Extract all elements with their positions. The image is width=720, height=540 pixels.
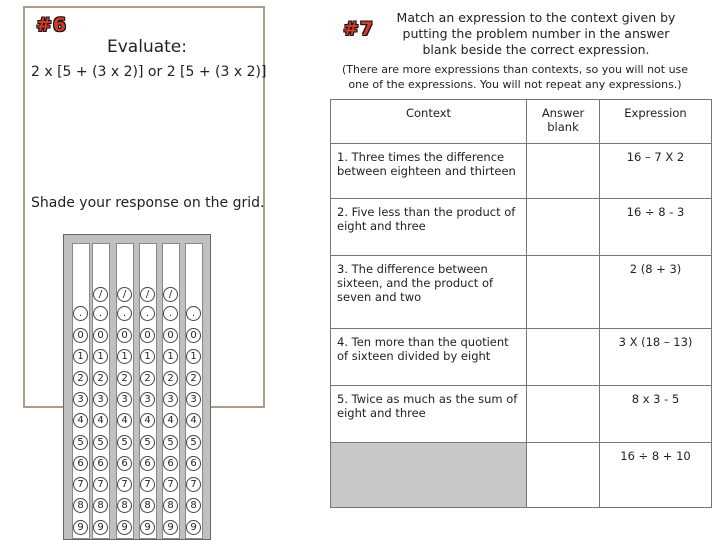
table-header-row	[331, 100, 712, 144]
grid-bubble-3[interactable]: 3	[186, 392, 201, 407]
grid-bubble-7[interactable]: 7	[163, 477, 178, 492]
evaluate-title: Evaluate:	[107, 37, 187, 57]
problem-7-number: #7	[343, 18, 375, 40]
table-row	[331, 329, 712, 386]
answer-blank[interactable]	[527, 386, 600, 443]
context-header: Context	[331, 100, 527, 144]
table-row	[331, 386, 712, 443]
answer-blank[interactable]	[527, 144, 600, 199]
grid-bubble-decimal[interactable]: .	[93, 306, 108, 321]
grid-bubble-9[interactable]: 9	[93, 520, 108, 535]
grid-bubble-2[interactable]: 2	[140, 371, 155, 386]
shade-prompt: Shade your response on the grid.	[31, 195, 265, 211]
grid-bubble-9[interactable]: 9	[140, 520, 155, 535]
expression-cell: 16 ÷ 8 + 10	[600, 443, 712, 508]
grid-bubble-2[interactable]: 2	[117, 371, 132, 386]
grid-bubble-8[interactable]: 8	[140, 498, 155, 513]
grid-bubble-6[interactable]: 6	[186, 456, 201, 471]
grid-bubble-1[interactable]: 1	[117, 349, 132, 364]
gridded-response-grid	[63, 234, 211, 540]
grid-bubble-3[interactable]: 3	[117, 392, 132, 407]
grid-column	[72, 243, 90, 539]
grid-bubble-9[interactable]: 9	[163, 520, 178, 535]
grid-bubble-8[interactable]: 8	[93, 498, 108, 513]
grid-bubble-decimal[interactable]: .	[186, 306, 201, 321]
grid-bubble-4[interactable]: 4	[117, 413, 132, 428]
grid-bubble-slash[interactable]: /	[163, 287, 178, 302]
answer-blank-header: Answer blank	[527, 100, 600, 144]
grid-bubble-4[interactable]: 4	[186, 413, 201, 428]
grid-bubble-8[interactable]: 8	[163, 498, 178, 513]
grid-bubble-decimal[interactable]: .	[140, 306, 155, 321]
grid-bubble-4[interactable]: 4	[73, 413, 88, 428]
grid-bubble-slash[interactable]: /	[140, 287, 155, 302]
answer-blank[interactable]	[527, 443, 600, 508]
grid-bubble-2[interactable]: 2	[163, 371, 178, 386]
grid-bubble-6[interactable]: 6	[93, 456, 108, 471]
grid-bubble-2[interactable]: 2	[73, 371, 88, 386]
grid-bubble-7[interactable]: 7	[93, 477, 108, 492]
grid-bubble-7[interactable]: 7	[117, 477, 132, 492]
grid-bubble-1[interactable]: 1	[163, 349, 178, 364]
grid-bubble-slash[interactable]: /	[93, 287, 108, 302]
grid-bubble-0[interactable]: 0	[140, 328, 155, 343]
grid-bubble-4[interactable]: 4	[163, 413, 178, 428]
grid-bubble-decimal[interactable]: .	[117, 306, 132, 321]
answer-blank[interactable]	[527, 256, 600, 329]
grid-bubble-slash[interactable]: /	[117, 287, 132, 302]
grid-column	[185, 243, 203, 539]
problem-6-expression: 2 x [5 + (3 x 2)] or 2 [5 + (3 x 2)]	[31, 64, 267, 80]
context-cell-shaded	[331, 443, 527, 508]
table-row	[331, 144, 712, 199]
grid-bubble-6[interactable]: 6	[140, 456, 155, 471]
grid-bubble-8[interactable]: 8	[73, 498, 88, 513]
grid-bubble-4[interactable]: 4	[93, 413, 108, 428]
grid-bubble-3[interactable]: 3	[163, 392, 178, 407]
grid-bubble-5[interactable]: 5	[73, 435, 88, 450]
expression-cell: 16 – 7 X 2	[600, 144, 712, 199]
grid-bubble-0[interactable]: 0	[163, 328, 178, 343]
grid-bubble-2[interactable]: 2	[186, 371, 201, 386]
grid-bubble-7[interactable]: 7	[186, 477, 201, 492]
answer-blank[interactable]	[527, 199, 600, 256]
grid-bubble-5[interactable]: 5	[117, 435, 132, 450]
expression-cell: 8 x 3 - 5	[600, 386, 712, 443]
grid-bubble-3[interactable]: 3	[73, 392, 88, 407]
grid-bubble-0[interactable]: 0	[186, 328, 201, 343]
context-cell: 5. Twice as much as the sum of eight and three	[331, 386, 527, 443]
table-row	[331, 199, 712, 256]
grid-bubble-9[interactable]: 9	[186, 520, 201, 535]
grid-bubble-3[interactable]: 3	[93, 392, 108, 407]
expression-cell: 3 X (18 – 13)	[600, 329, 712, 386]
grid-bubble-1[interactable]: 1	[186, 349, 201, 364]
expression-cell: 16 ÷ 8 - 3	[600, 199, 712, 256]
grid-bubble-6[interactable]: 6	[163, 456, 178, 471]
grid-bubble-9[interactable]: 9	[117, 520, 132, 535]
problem-6-number: #6	[36, 14, 68, 36]
context-cell: 2. Five less than the product of eight and three	[331, 199, 527, 256]
expression-header: Expression	[600, 100, 712, 144]
grid-bubble-6[interactable]: 6	[117, 456, 132, 471]
grid-bubble-0[interactable]: 0	[117, 328, 132, 343]
grid-bubble-8[interactable]: 8	[117, 498, 132, 513]
context-cell: 4. Ten more than the quotient of sixteen divided by eight	[331, 329, 527, 386]
grid-bubble-1[interactable]: 1	[140, 349, 155, 364]
grid-bubble-5[interactable]: 5	[140, 435, 155, 450]
grid-bubble-decimal[interactable]: .	[73, 306, 88, 321]
grid-bubble-4[interactable]: 4	[140, 413, 155, 428]
grid-bubble-0[interactable]: 0	[73, 328, 88, 343]
problem-7-note: (There are more expressions than contexts, so you will not use one of the expressions. You will not repeat any expressions.)	[341, 63, 689, 91]
context-cell: 3. The difference between sixteen, and the product of seven and two	[331, 256, 527, 329]
grid-bubble-5[interactable]: 5	[163, 435, 178, 450]
grid-bubble-7[interactable]: 7	[140, 477, 155, 492]
grid-bubble-9[interactable]: 9	[73, 520, 88, 535]
answer-blank[interactable]	[527, 329, 600, 386]
problem-7-instruction: Match an expression to the context given by putting the problem number in the answer blank beside the correct expression.	[396, 10, 676, 57]
matching-table	[330, 99, 712, 508]
grid-bubble-decimal[interactable]: .	[163, 306, 178, 321]
grid-bubble-1[interactable]: 1	[73, 349, 88, 364]
grid-bubble-5[interactable]: 5	[186, 435, 201, 450]
grid-bubble-1[interactable]: 1	[93, 349, 108, 364]
grid-bubble-7[interactable]: 7	[73, 477, 88, 492]
expression-cell: 2 (8 + 3)	[600, 256, 712, 329]
grid-bubble-5[interactable]: 5	[93, 435, 108, 450]
grid-bubble-3[interactable]: 3	[140, 392, 155, 407]
table-row	[331, 256, 712, 329]
table-row	[331, 443, 712, 508]
grid-bubble-0[interactable]: 0	[93, 328, 108, 343]
grid-bubble-6[interactable]: 6	[73, 456, 88, 471]
context-cell: 1. Three times the difference between eighteen and thirteen	[331, 144, 527, 199]
grid-bubble-2[interactable]: 2	[93, 371, 108, 386]
grid-bubble-8[interactable]: 8	[186, 498, 201, 513]
